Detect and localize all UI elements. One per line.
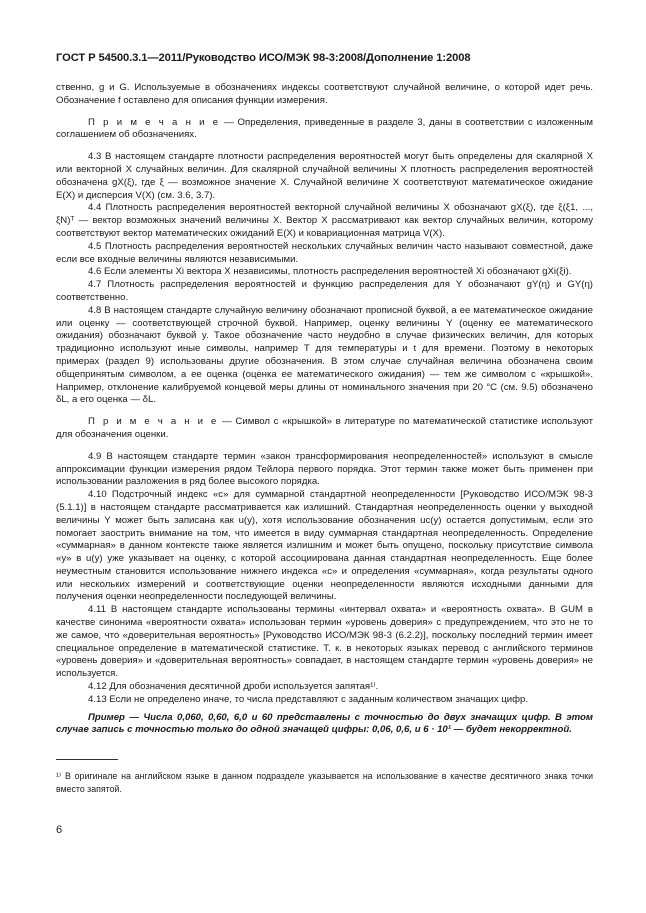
document-header: ГОСТ Р 54500.3.1—2011/Руководство ИСО/МЭК 98-3:2008/Дополнение 1:2008: [56, 52, 471, 64]
paragraph-p46: 4.6 Если элементы Xi вектора X независимы, плотность распределения вероятностей Xi обозначают gXi(ξi).: [88, 266, 572, 278]
paragraph-note1: [56, 117, 593, 143]
note-text: — Определения, приведенные в разделе 3, даны в соответствии с изложенным соглашением об обозначениях.: [56, 116, 594, 141]
paragraph-p44: 4.4 Плотность распределения вероятностей векторной случайной величины X обозначают gX(ξ), где ξ(ξ1, ..., ξN)ᵀ — вектор возможных значений величины X. Вектор X рассматривают как вектор случайных величин, которому соответствуют вектор математических ожиданий E(X) и ковариационная матрица V(X).: [56, 202, 593, 239]
paragraph-p410: 4.10 Подстрочный индекс «c» для суммарной стандартной неопределенности [Руководство ИСО/МЭК 98-3 (5.1.1)] в настоящем стандарте рассматривается как излишний. Стандартная неопределенность оценки y выходной величины Y может быть записана как u(y), хотя использование обозначения uc(y) остается допустимым, если это помогает заострить внимание на том, что имеется в виду суммарная стандартная неопределенность. Определение «суммарная» в данном контексте также является излишним и может быть опущено, поскольку присутствие символа «y» в u(y) уже указывает на оценку, с которой ассоциирована данная стандартная неопределенность. Еще более неуместным становится использование нижнего индекса «c» и определения «суммарная», когда результаты одного или нескольких измерений и соответствующие оценки неопределенности являются исходными данными для получения оценки неопределенности последующей величины.: [56, 489, 593, 603]
paragraph-p411: 4.11 В настоящем стандарте использованы термины «интервал охвата» и «вероятность охвата». В GUM в качестве синонима «вероятности охвата» использован термин «уровень доверия» с предупреждением, что это не то же самое, что «доверительная вероятность» [Руководство ИСО/МЭК 98-3 (6.2.2)], поскольку последний термин имеет специальное определение в математической статистике. Т. к. в некоторых языках перевод с английского терминов «уровень доверия» и «доверительная вероятность» совпадает, в настоящем стандарте термин «уровень доверия» не используется.: [56, 604, 593, 680]
footnote-divider: [56, 759, 118, 760]
paragraph-p48: 4.8 В настоящем стандарте случайную величину обозначают прописной буквой, а ее математическое ожидание или оценку — соответствующей строчной буквой. Например, оценку величины Y (оценку ее математического ожидания) обозначают буквой y. Такое обозначение часто неудобно в случае физических величин, для которых традиционно используют иные символы, например T для температуры и t для времени. Поэтому в некоторых примерах (раздел 9) использованы другие обозначения. В этом случае случайная величина обозначена своим общепринятым символом, а ее оценка (оценка ее математического ожидания) — тем же символом с «крышкой». Например, отклонение калибруемой концевой меры длины от номинального значения при 20 °C (см. 9.5) обозначено δL, а его оценка — δL.: [56, 304, 593, 406]
paragraph-p0: ственно, g и G. Используемые в обозначениях индексы соответствуют случайной величине, о которой идет речь. Обозначение f оставлено для описания функции измерения.: [56, 82, 593, 106]
document-body: [56, 82, 593, 737]
note-label: П р и м е ч а н и е: [88, 116, 221, 128]
paragraph-p43: 4.3 В настоящем стандарте плотности распределения вероятностей могут быть определены для скалярной X или векторной X случайных величин. Для скалярной случайной величины X плотность распределения вероятностей обозначена gX(ξ), где ξ — возможное значение X. Случайной величине X соответствуют математическое ожидание E(X) и дисперсия V(X) (см. 3.6, 3.7).: [56, 151, 593, 201]
footnote: ¹⁾ В оригинале на английском языке в данном подразделе указывается на использование в качестве десятичного знака точки вместо запятой.: [56, 771, 593, 794]
paragraph-p45: 4.5 Плотность распределения вероятностей нескольких случайных величин часто называют совместной, даже если все входные величины являются независимыми.: [56, 240, 593, 265]
paragraph-p412: 4.12 Для обозначения десятичной дроби используется запятая¹⁾.: [88, 681, 379, 693]
paragraph-note2: [56, 416, 593, 442]
note-text: — Символ с «крышкой» в литературе по математической статистике используют для обозначения оценки.: [56, 416, 593, 440]
note-label: П р и м е ч а н и е: [88, 416, 219, 428]
paragraph-p49: 4.9 В настоящем стандарте термин «закон трансформирования неопределенностей» используют в смысле аппроксимации функции измерения рядом Тейлора первого порядка. Этот термин также может быть применен при использовании разложения в ряд более высокого порядка.: [56, 450, 593, 488]
paragraph-p47: 4.7 Плотность распределения вероятностей и функцию распределения для Y обозначают gY(η) и GY(η) соответственно.: [56, 279, 593, 303]
page-number: 6: [56, 824, 63, 836]
paragraph-example: Пример — Числа 0,060, 0,60, 6,0 и 60 представлены с точностью до двух значащих цифр. В этом случае запись с точностью только до одной значащей цифры: 0,06, 0,6, и 6 · 10¹ — будет некорректной.: [56, 711, 593, 736]
paragraph-p413: 4.13 Если не определено иначе, то числа представляют с заданным количеством значащих цифр.: [88, 693, 529, 705]
